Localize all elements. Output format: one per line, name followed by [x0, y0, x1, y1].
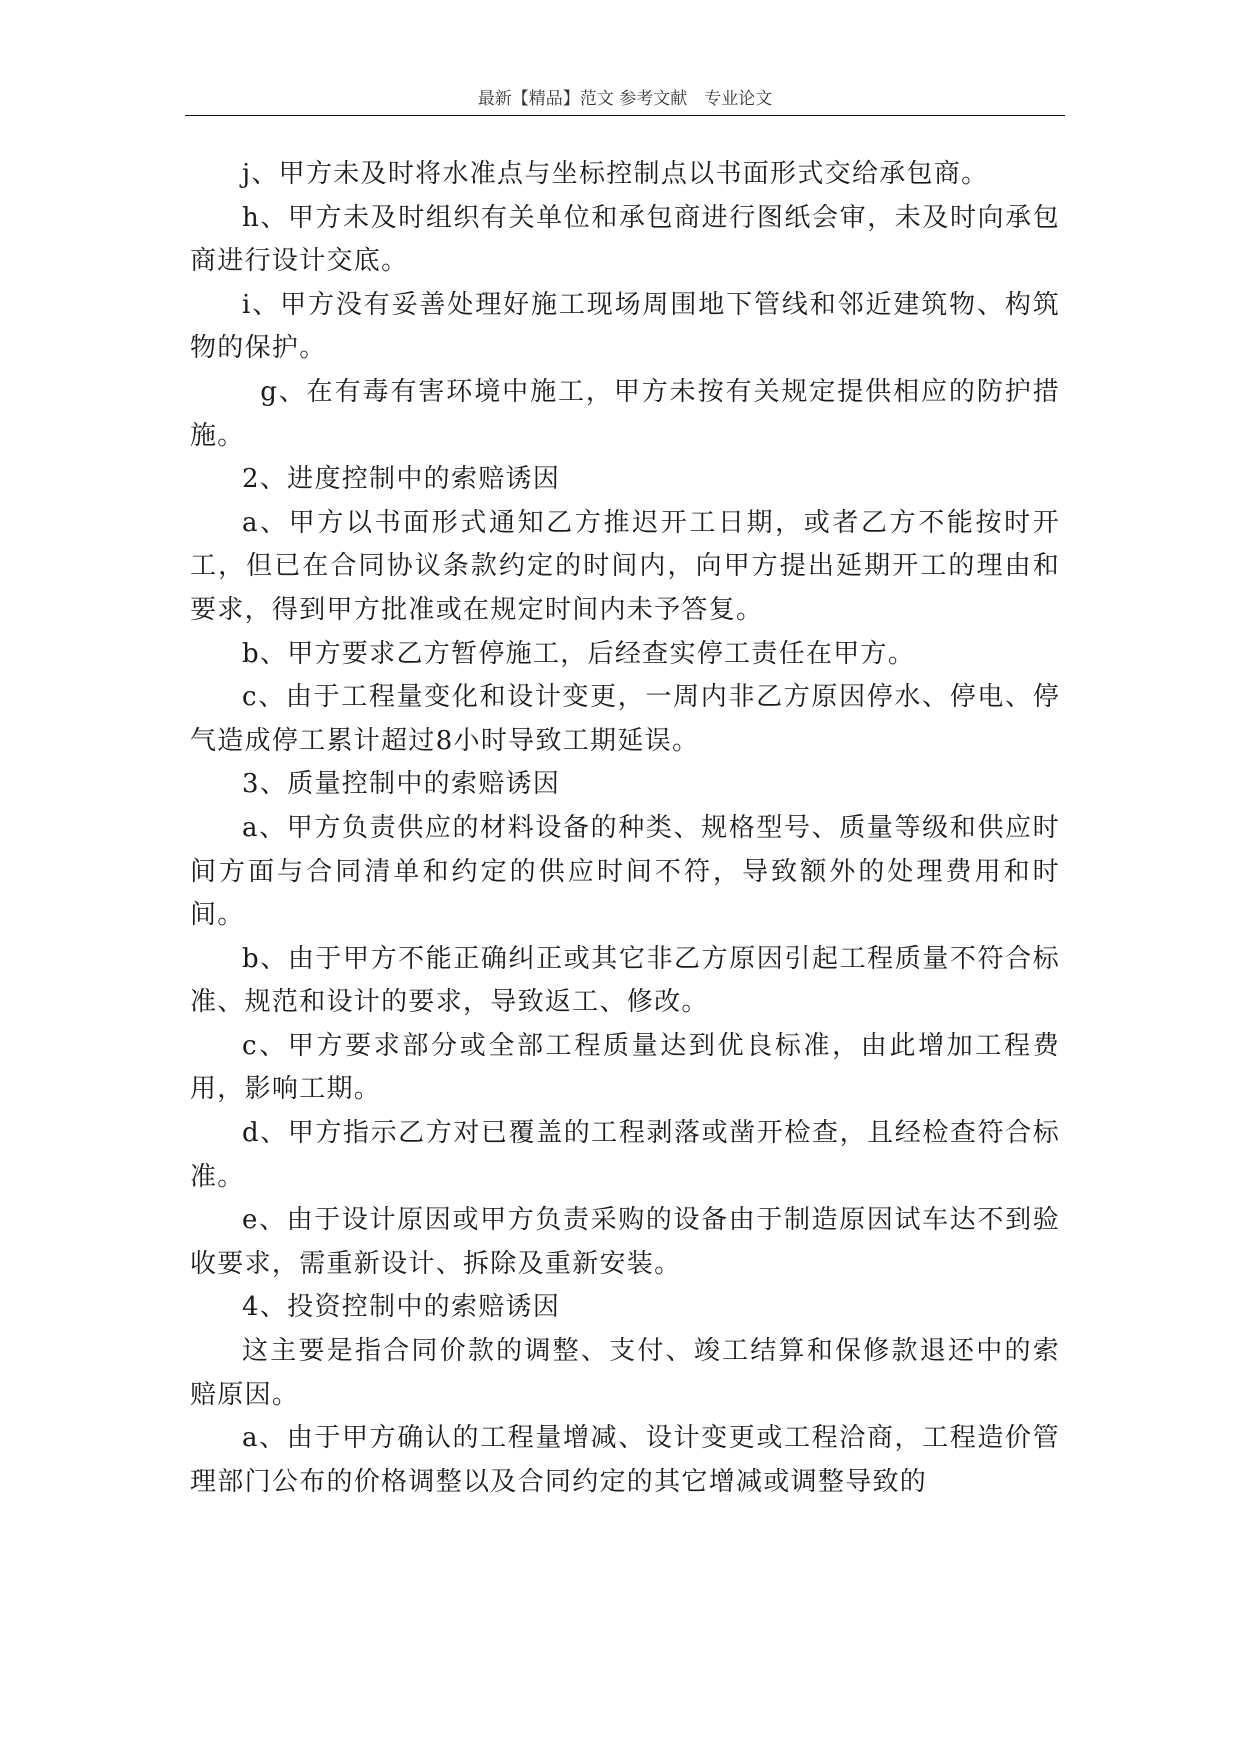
paragraph-schedule-b: b、甲方要求乙方暂停施工，后经查实停工责任在甲方。 [242, 638, 916, 669]
paragraph-item-h: h、甲方未及时组织有关单位和承包商进行图纸会审，未及时向承包商进行设计交底。 [190, 202, 1060, 277]
section-heading-quality: 3、质量控制中的索赔诱因 [242, 769, 561, 800]
paragraph-quality-a: a、甲方负责供应的材料设备的种类、规格型号、质量等级和供应时间方面与合同清单和约定的供应时间不符，导致额外的处理费用和时间。 [190, 812, 1060, 931]
paragraph-item-j: j、甲方未及时将水准点与坐标控制点以书面形式交给承包商。 [242, 159, 989, 189]
paragraph-quality-d: d、甲方指示乙方对已覆盖的工程剥落或凿开检查，且经检查符合标准。 [190, 1118, 1060, 1192]
paragraph-quality-e: e、由于设计原因或甲方负责采购的设备由于制造原因试车达不到验收要求，需重新设计、拆除及重新安装。 [190, 1205, 1060, 1279]
paragraph-investment-intro: 这主要是指合同价款的调整、支付、竣工结算和保修款退还中的索赔原因。 [190, 1336, 1060, 1410]
paragraph-quality-c: c、甲方要求部分或全部工程质量达到优良标准，由此增加工程费用，影响工期。 [190, 1030, 1060, 1105]
section-heading-schedule: 2、进度控制中的索赔诱因 [242, 464, 561, 495]
section-heading-investment: 4、投资控制中的索赔诱因 [242, 1292, 561, 1323]
paragraph-quality-b: b、由于甲方不能正确纠正或其它非乙方原因引起工程质量不符合标准、规范和设计的要求，导致返工、修改。 [190, 943, 1060, 1018]
paragraph-investment-a: a、由于甲方确认的工程量增减、设计变更或工程洽商，工程造价管理部门公布的价格调整以及合同约定的其它增减或调整导致的 [190, 1423, 1060, 1497]
paragraph-item-g: g、在有毒有害环境中施工，甲方未按有关规定提供相应的防护措施。 [190, 376, 1060, 451]
header-divider [185, 115, 1065, 116]
document-body [190, 153, 1060, 1504]
paragraph-schedule-a: a、甲方以书面形式通知乙方推迟开工日期，或者乙方不能按时开工，但已在合同协议条款约定的时间内，向甲方提出延期开工的理由和要求，得到甲方批准或在规定时间内未予答复。 [190, 507, 1060, 625]
page-header: 最新【精品】范文 参考文献 专业论文 [477, 89, 773, 109]
paragraph-schedule-c: c、由于工程量变化和设计变更，一周内非乙方原因停水、停电、停气造成停工累计超过8小时导致工期延误。 [190, 682, 1060, 756]
paragraph-item-i: i、甲方没有妥善处理好施工现场周围地下管线和邻近建筑物、构筑物的保护。 [190, 289, 1060, 364]
